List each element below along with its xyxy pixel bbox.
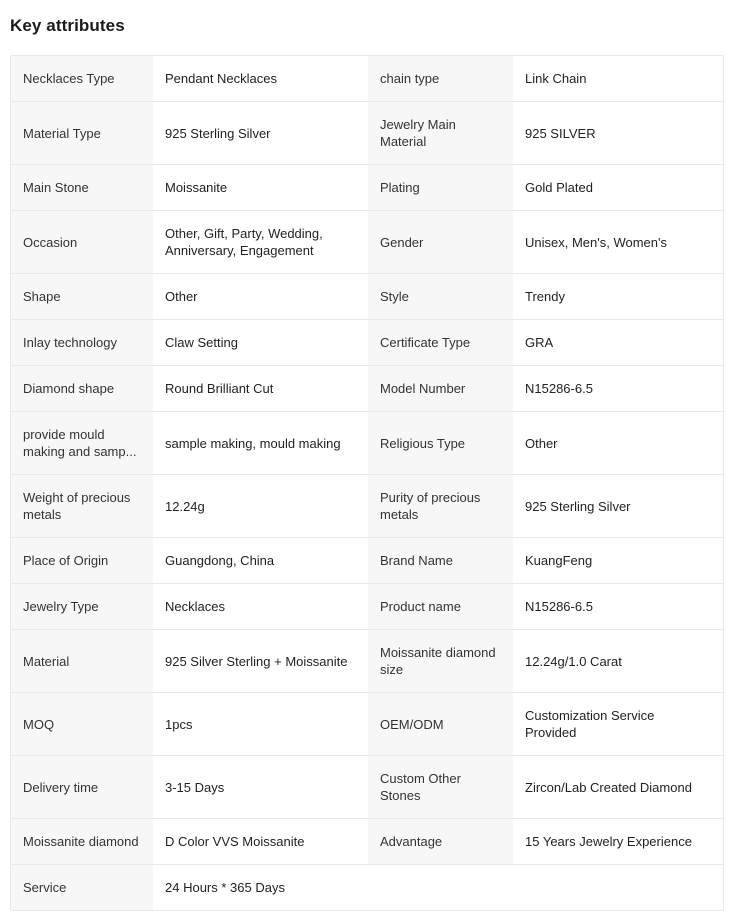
attribute-value: 925 Silver Sterling + Moissanite	[153, 630, 368, 692]
attribute-label: Occasion	[11, 211, 153, 273]
attribute-value: Zircon/Lab Created Diamond	[513, 756, 723, 818]
attribute-row	[11, 538, 723, 584]
attribute-row	[11, 366, 723, 412]
attribute-label: Main Stone	[11, 165, 153, 210]
attribute-value: 12.24g/1.0 Carat	[513, 630, 723, 692]
attribute-value: Round Brilliant Cut	[153, 366, 368, 411]
attribute-label: Product name	[368, 584, 513, 629]
attributes-table	[10, 55, 724, 911]
attribute-value: 925 Sterling Silver	[153, 102, 368, 164]
attribute-value: Trendy	[513, 274, 723, 319]
attribute-value: GRA	[513, 320, 723, 365]
attribute-value: Gold Plated	[513, 165, 723, 210]
attribute-label: Moissanite diamond	[11, 819, 153, 864]
attribute-value: 12.24g	[153, 475, 368, 537]
attribute-value: Guangdong, China	[153, 538, 368, 583]
attribute-label: Material Type	[11, 102, 153, 164]
attribute-label: provide mould making and samp...	[11, 412, 153, 474]
attribute-label: Moissanite diamond size	[368, 630, 513, 692]
attribute-label: Custom Other Stones	[368, 756, 513, 818]
attribute-label: Delivery time	[11, 756, 153, 818]
attribute-value: 925 Sterling Silver	[513, 475, 723, 537]
attribute-label: Jewelry Type	[11, 584, 153, 629]
attribute-label: Purity of precious metals	[368, 475, 513, 537]
attribute-label: Service	[11, 865, 153, 910]
attribute-row	[11, 320, 723, 366]
attribute-label: Plating	[368, 165, 513, 210]
attribute-row	[11, 819, 723, 865]
attribute-row	[11, 412, 723, 475]
attribute-value: Link Chain	[513, 56, 723, 101]
attribute-value: 1pcs	[153, 693, 368, 755]
attribute-value: KuangFeng	[513, 538, 723, 583]
attribute-row	[11, 865, 723, 910]
attribute-row	[11, 102, 723, 165]
attribute-row	[11, 475, 723, 538]
attribute-value: 3-15 Days	[153, 756, 368, 818]
attribute-row	[11, 756, 723, 819]
attribute-value: 925 SILVER	[513, 102, 723, 164]
attribute-value: D Color VVS Moissanite	[153, 819, 368, 864]
attribute-row	[11, 584, 723, 630]
attribute-value: N15286-6.5	[513, 366, 723, 411]
attribute-value: Other, Gift, Party, Wedding, Anniversary, Engagement	[153, 211, 368, 273]
attribute-row	[11, 630, 723, 693]
attribute-label: Certificate Type	[368, 320, 513, 365]
attribute-label: Religious Type	[368, 412, 513, 474]
attribute-label: Style	[368, 274, 513, 319]
attribute-value: Other	[513, 412, 723, 474]
attribute-label: Diamond shape	[11, 366, 153, 411]
attribute-label: Model Number	[368, 366, 513, 411]
attribute-value: N15286-6.5	[513, 584, 723, 629]
attribute-label: Weight of precious metals	[11, 475, 153, 537]
attribute-label: Material	[11, 630, 153, 692]
attribute-label: MOQ	[11, 693, 153, 755]
attribute-label: Advantage	[368, 819, 513, 864]
attribute-row	[11, 211, 723, 274]
attribute-value: Other	[153, 274, 368, 319]
attribute-label: chain type	[368, 56, 513, 101]
attribute-label: Jewelry Main Material	[368, 102, 513, 164]
attribute-row	[11, 165, 723, 211]
attribute-label: Gender	[368, 211, 513, 273]
attribute-row	[11, 693, 723, 756]
attribute-label: Place of Origin	[11, 538, 153, 583]
attribute-value: Moissanite	[153, 165, 368, 210]
attribute-label: OEM/ODM	[368, 693, 513, 755]
attribute-value: Customization Service Provided	[513, 693, 723, 755]
attribute-label: Necklaces Type	[11, 56, 153, 101]
attribute-label: Brand Name	[368, 538, 513, 583]
attribute-label: Inlay technology	[11, 320, 153, 365]
section-title: Key attributes	[10, 16, 125, 35]
attribute-value: Claw Setting	[153, 320, 368, 365]
attribute-row	[11, 56, 723, 102]
attribute-value: Unisex, Men's, Women's	[513, 211, 723, 273]
attribute-label: Shape	[11, 274, 153, 319]
attribute-value: Pendant Necklaces	[153, 56, 368, 101]
attribute-row	[11, 274, 723, 320]
attribute-value: Necklaces	[153, 584, 368, 629]
attribute-value: sample making, mould making	[153, 412, 368, 474]
attribute-value: 24 Hours * 365 Days	[153, 865, 723, 910]
attribute-value: 15 Years Jewelry Experience	[513, 819, 723, 864]
